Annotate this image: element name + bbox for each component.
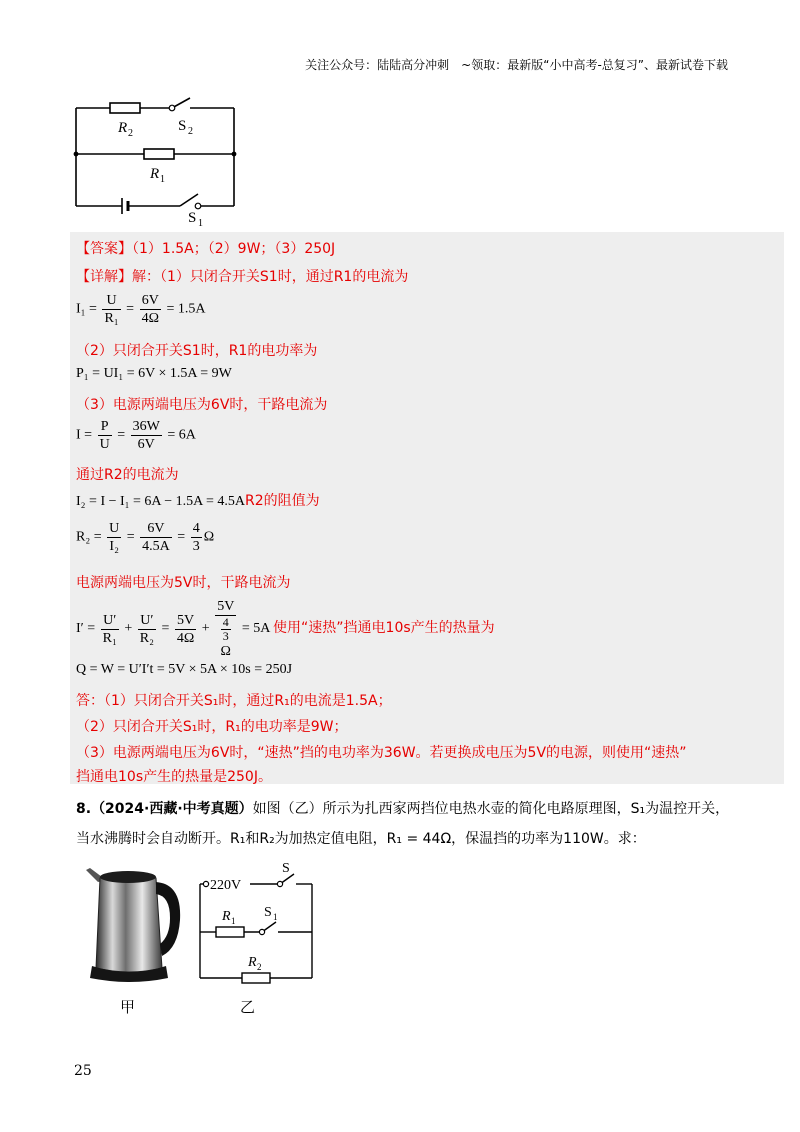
svg-text:2: 2 bbox=[188, 126, 193, 137]
circuit-diagram-1 bbox=[62, 90, 242, 230]
kettle-image bbox=[76, 860, 186, 985]
equation-current-i: I = $\frac{P}{U}$ = $\frac{36W}{6V}$ = 6A bbox=[76, 419, 196, 452]
equation-power-p1: P₁ = UI₁ = 6V × 1.5A = 9W bbox=[76, 366, 232, 381]
equation-resistance-r2: R₂ = $\frac{U}{\text{I₂}}$ = $\frac{6V}{4.5A}$ = $\frac{4}{3}$ Ω bbox=[76, 521, 215, 554]
conclusion-line: （2）只闭合开关S₁时，R₁的电功率是9W； bbox=[76, 719, 348, 735]
explanation-line: 【详解】解：（1）只闭合开关S1时，通过R1的电流为 bbox=[76, 269, 409, 285]
label-r1: R bbox=[150, 166, 160, 182]
equation-current-i1: I₁ = $\frac{U}{\text{R₁}}$ = $\frac{6V}{4\Omega}$ = 1.5A bbox=[76, 293, 206, 326]
conclusion-line: 答：（1）只闭合开关S₁时，通过R₁的电流是1.5A； bbox=[76, 693, 392, 709]
equation-current-i-prime: I′ = $\frac{U'}{\text{R₁}}$ + $\frac{U'}{\text{R₂}}$ = $\frac{5V}{4\Omega}$ + 5V $\frac{4}{3}$ Ω = 5A 使用“速热”挡通电10s产生的热量为 bbox=[76, 599, 495, 659]
equation-heat-q: Q = W = U′I′t = 5V × 5A × 10s = 250J bbox=[76, 662, 293, 677]
label-voltage: 220V bbox=[210, 878, 242, 893]
explanation-line: 电源两端电压为5V时，干路电流为 bbox=[76, 575, 291, 591]
label-s1: S bbox=[188, 210, 197, 226]
explanation-tag: 【详解】 bbox=[76, 269, 132, 285]
label-r2: R bbox=[248, 955, 257, 970]
conclusion-line: 挡通电10s产生的热量是250J。 bbox=[76, 769, 272, 785]
svg-text:1: 1 bbox=[273, 912, 278, 922]
caption-jia: 甲 bbox=[120, 998, 136, 1016]
conclusion-line: （3）电源两端电压为6V时，“速热”挡的电功率为36W。若更换成电压为5V的电源，则使用“速热” bbox=[76, 745, 687, 761]
page-number: 25 bbox=[74, 1063, 92, 1079]
svg-text:1: 1 bbox=[198, 218, 203, 229]
label-s2: S bbox=[178, 118, 187, 134]
svg-text:1: 1 bbox=[160, 174, 165, 185]
label-r2: R bbox=[118, 120, 128, 136]
explanation-line: （3）电源两端电压为6V时，干路电流为 bbox=[76, 397, 328, 413]
question-8-line1: 8.（2024·西藏·中考真题）如图（乙）所示为扎西家两挡位电热水壶的简化电路原理图，S₁为温控开关， bbox=[76, 801, 730, 817]
question-source: （2024·西藏·中考真题） bbox=[91, 801, 253, 817]
label-s: S bbox=[282, 861, 290, 876]
label-r1: R bbox=[222, 909, 231, 924]
question-number: 8. bbox=[76, 801, 92, 817]
circuit-diagram-2 bbox=[190, 860, 320, 990]
equation-current-i2: I₂ = I − I₁ = 6A − 1.5A = 4.5AR2的阻值为 bbox=[76, 493, 320, 509]
question-8-line2: 当水沸腾时会自动断开。R₁和R₂为加热定值电阻，R₁ = 44Ω，保温挡的功率为110W。求： bbox=[76, 831, 646, 847]
caption-yi: 乙 bbox=[240, 998, 256, 1016]
label-s1: S bbox=[264, 905, 272, 920]
page-header: 关注公众号：陆陆高分冲刺 ~领取：最新版“小中高考-总复习”、最新试卷下载 bbox=[305, 58, 728, 72]
svg-text:2: 2 bbox=[257, 962, 262, 972]
explanation-line: 通过R2的电流为 bbox=[76, 467, 179, 483]
explanation-line: （2）只闭合开关S1时，R1的电功率为 bbox=[76, 343, 318, 359]
answer-line: 【答案】（1）1.5A；（2）9W；（3）250J bbox=[76, 241, 336, 257]
svg-text:2: 2 bbox=[128, 128, 133, 139]
svg-text:1: 1 bbox=[231, 916, 236, 926]
